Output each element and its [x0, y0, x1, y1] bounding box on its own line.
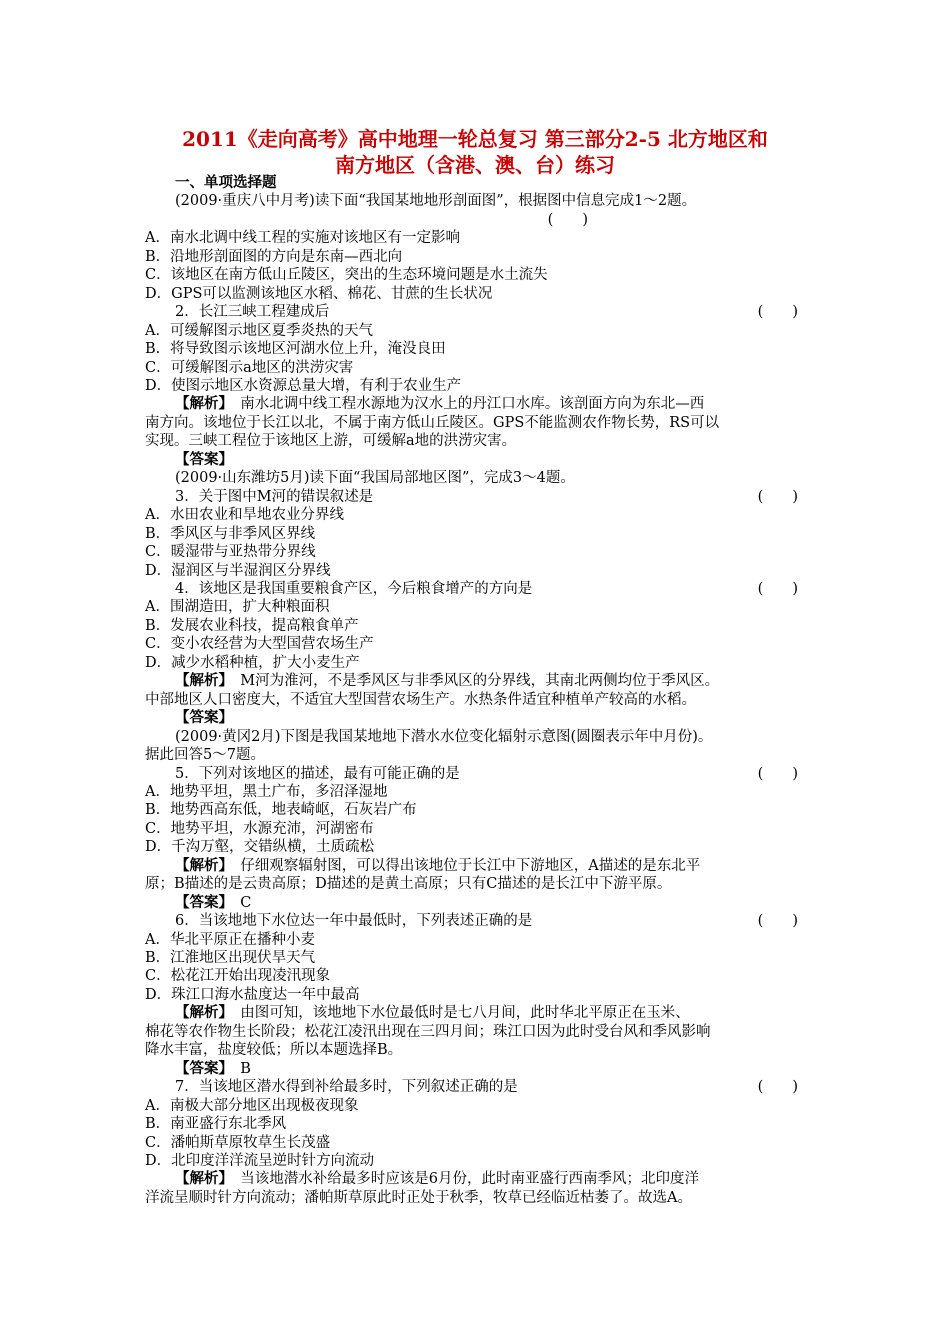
line-text: 5．下列对该地区的描述，最有可能正确的是: [175, 765, 460, 782]
line-text: 3．关于图中M河的错误叙述是: [175, 488, 374, 505]
line-text: A．围湖造田，扩大种粮面积: [145, 599, 330, 616]
note-label: 【解析】: [175, 856, 226, 874]
line-text: A．南极大部分地区出现极夜现象: [145, 1097, 359, 1114]
text-line: [145, 635, 810, 653]
text-line: [145, 322, 810, 340]
answer-blank: ( ): [757, 580, 798, 597]
line-text: (2009·山东潍坊5月)读下面“我国局部地区图”，完成3～4题。: [175, 470, 575, 487]
text-line: [145, 414, 810, 432]
line-text: B．发展农业科技，提高粮食单产: [145, 617, 359, 634]
text-line: [145, 285, 810, 303]
line-text: 南方向。该地位于长江以北，不属于南方低山丘陵区。GPS不能监测农作物长势，RS可以: [145, 414, 720, 431]
text-line: [145, 1189, 810, 1207]
line-text: C．变小农经营为大型国营农场生产: [145, 636, 374, 653]
text-line: [145, 562, 810, 580]
note-label: 【解析】: [175, 1170, 226, 1188]
line-text: 仔细观察辐射图，可以得出该地位于长江中下游地区，A描述的是东北平: [225, 857, 701, 874]
document-body: [145, 174, 810, 1207]
text-line: [145, 949, 810, 967]
line-text: A．华北平原正在播种小麦: [145, 931, 315, 948]
answer-note-line: [145, 1170, 810, 1188]
note-label: 【答案】: [175, 893, 226, 911]
line-text: 7．当该地区潜水得到补给最多时，下列叙述正确的是: [175, 1079, 518, 1096]
line-text: A．可缓解图示地区夏季炎热的天气: [145, 322, 373, 339]
text-line: [145, 580, 810, 598]
line-text: 当该地潜水补给最多时应该是6月份，此时南亚盛行西南季风；北印度洋: [225, 1171, 699, 1188]
text-line: [145, 1097, 810, 1115]
line-text: 南水北调中线工程水源地为汉水上的丹江口水库。该剖面方向为东北—西: [225, 396, 705, 413]
text-line: [145, 525, 810, 543]
text-line: [145, 1115, 810, 1133]
line-text: (2009·重庆八中月考)读下面“我国某地地形剖面图”，根据图中信息完成1～2题。: [175, 193, 697, 210]
line-text: B: [225, 1060, 251, 1077]
line-text: D．使图示地区水资源总量大增，有利于农业生产: [145, 377, 462, 394]
line-text: A．地势平坦，黑土广布，多沼泽湿地: [145, 783, 388, 800]
text-line: [145, 783, 810, 801]
answer-blank: ( ): [547, 211, 588, 228]
answer-blank: ( ): [757, 765, 798, 782]
line-text: C．暖湿带与亚热带分界线: [145, 544, 316, 561]
text-line: [145, 875, 810, 893]
text-line: [145, 967, 810, 985]
line-text: 实现。三峡工程位于该地区上游，可缓解a地的洪涝灾害。: [145, 433, 517, 450]
line-text: C．地势平坦，水源充沛，河湖密布: [145, 820, 374, 837]
text-line: [145, 1041, 810, 1059]
line-text: D．湿润区与半湿润区分界线: [145, 562, 331, 579]
line-text: C．松花江开始出现凌汛现象: [145, 968, 331, 985]
line-text: C．该地区在南方低山丘陵区，突出的生态环境问题是水土流失: [145, 267, 548, 284]
line-text: A．水田农业和旱地农业分界线: [145, 507, 344, 524]
text-line: [145, 340, 810, 358]
answer-note-line: [145, 709, 810, 727]
answer-note-line: [145, 857, 810, 875]
answer-note-line: [145, 894, 810, 912]
note-label: 【解析】: [175, 1004, 226, 1022]
text-line: [145, 691, 810, 709]
answer-note-line: [145, 672, 810, 690]
text-line: [145, 432, 810, 450]
answer-blank: ( ): [757, 913, 798, 930]
text-line: [145, 801, 810, 819]
answer-blank: ( ): [757, 488, 798, 505]
text-line: [145, 211, 810, 229]
text-line: [145, 728, 810, 746]
note-label: 【答案】: [175, 1059, 226, 1077]
text-line: [145, 543, 810, 561]
title-line-2: 南方地区（含港、澳、台）练习: [335, 153, 615, 177]
text-line: [145, 1152, 810, 1170]
answer-blank: ( ): [757, 304, 798, 321]
line-text: D．GPS可以监测该地区水稻、棉花、甘蔗的生长状况: [145, 285, 493, 302]
text-line: [145, 931, 810, 949]
text-line: [145, 1134, 810, 1152]
line-text: C．潘帕斯草原牧草生长茂盛: [145, 1134, 331, 1151]
text-line: [145, 506, 810, 524]
text-line: [145, 1023, 810, 1041]
line-text: 6．当该地地下水位达一年中最低时，下列表述正确的是: [175, 913, 533, 930]
title-line-1: 2011《走向高考》高中地理一轮总复习 第三部分2-5 北方地区和: [182, 127, 768, 151]
line-text: D．千沟万壑，交错纵横，土质疏松: [145, 839, 375, 856]
section-heading: 一、单项选择题: [175, 174, 277, 191]
line-text: D．珠江口海水盐度达一年中最高: [145, 986, 360, 1003]
text-line: [145, 765, 810, 783]
line-text: 洋流呈顺时针方向流动；潘帕斯草原此时正处于秋季，牧草已经临近枯萎了。故选A。: [145, 1189, 692, 1206]
note-label: 【答案】: [175, 450, 233, 468]
text-line: [145, 1078, 810, 1096]
answer-note-line: [145, 1004, 810, 1022]
line-text: D．减少水稻种植，扩大小麦生产: [145, 654, 360, 671]
note-label: 【解析】: [175, 395, 226, 413]
text-line: [145, 469, 810, 487]
answer-note-line: [145, 1060, 810, 1078]
text-line: [145, 248, 810, 266]
line-text: B．沿地形剖面图的方向是东南—西北向: [145, 248, 403, 265]
text-line: [145, 617, 810, 635]
line-text: A．南水北调中线工程的实施对该地区有一定影响: [145, 230, 460, 247]
line-text: B．江淮地区出现伏旱天气: [145, 950, 316, 967]
answer-blank: ( ): [757, 1079, 798, 1096]
line-text: M河为淮河，不是季风区与非季风区的分界线，其南北两侧均位于季风区。: [225, 673, 720, 690]
text-line: [145, 488, 810, 506]
line-text: B．南亚盛行东北季风: [145, 1116, 287, 1133]
document-title: [140, 126, 810, 178]
text-line: [145, 303, 810, 321]
line-text: 原；B描述的是云贵高原；D描述的是黄土高原；只有C描述的是长江中下游平原。: [145, 876, 672, 893]
line-text: B．地势西高东低，地表崎岖，石灰岩广布: [145, 802, 417, 819]
line-text: C．可缓解图示a地区的洪涝灾害: [145, 359, 354, 376]
line-text: 棉花等农作物生长阶段；松花江凌汛出现在三四月间；珠江口因为此时受台风和季风影响: [145, 1023, 711, 1040]
text-line: [145, 598, 810, 616]
text-line: [145, 986, 810, 1004]
note-label: 【解析】: [175, 672, 226, 690]
line-text: 降水丰富，盐度较低；所以本题选择B。: [145, 1042, 403, 1059]
line-text: B．将导致图示该地区河湖水位上升，淹没良田: [145, 341, 446, 358]
line-text: (2009·黄冈2月)下图是我国某地地下潜水水位变化辐射示意图(圆圈表示年中月份)。: [175, 728, 713, 745]
text-line: [145, 359, 810, 377]
text-line: [145, 746, 810, 764]
text-line: [145, 192, 810, 210]
line-text: 中部地区人口密度大，不适宜大型国营农场生产。水热条件适宜种植单产较高的水稻。: [145, 691, 696, 708]
line-text: 由图可知，该地地下水位最低时是七八月间，此时华北平原正在玉米、: [225, 1005, 690, 1022]
text-line: [145, 654, 810, 672]
line-text: 4．该地区是我国重要粮食产区，今后粮食增产的方向是: [175, 580, 533, 597]
note-label: 【答案】: [175, 709, 233, 727]
text-line: [145, 838, 810, 856]
text-line: [145, 377, 810, 395]
line-text: 2．长江三峡工程建成后: [175, 304, 330, 321]
text-line: [145, 912, 810, 930]
line-text: 据此回答5～7题。: [145, 747, 265, 764]
text-line: [145, 229, 810, 247]
answer-note-line: [145, 395, 810, 413]
text-line: [145, 820, 810, 838]
line-text: C: [225, 894, 252, 911]
line-text: B．季风区与非季风区界线: [145, 525, 316, 542]
text-line: [145, 266, 810, 284]
line-text: D．北印度洋洋流呈逆时针方向流动: [145, 1153, 375, 1170]
answer-note-line: [145, 451, 810, 469]
